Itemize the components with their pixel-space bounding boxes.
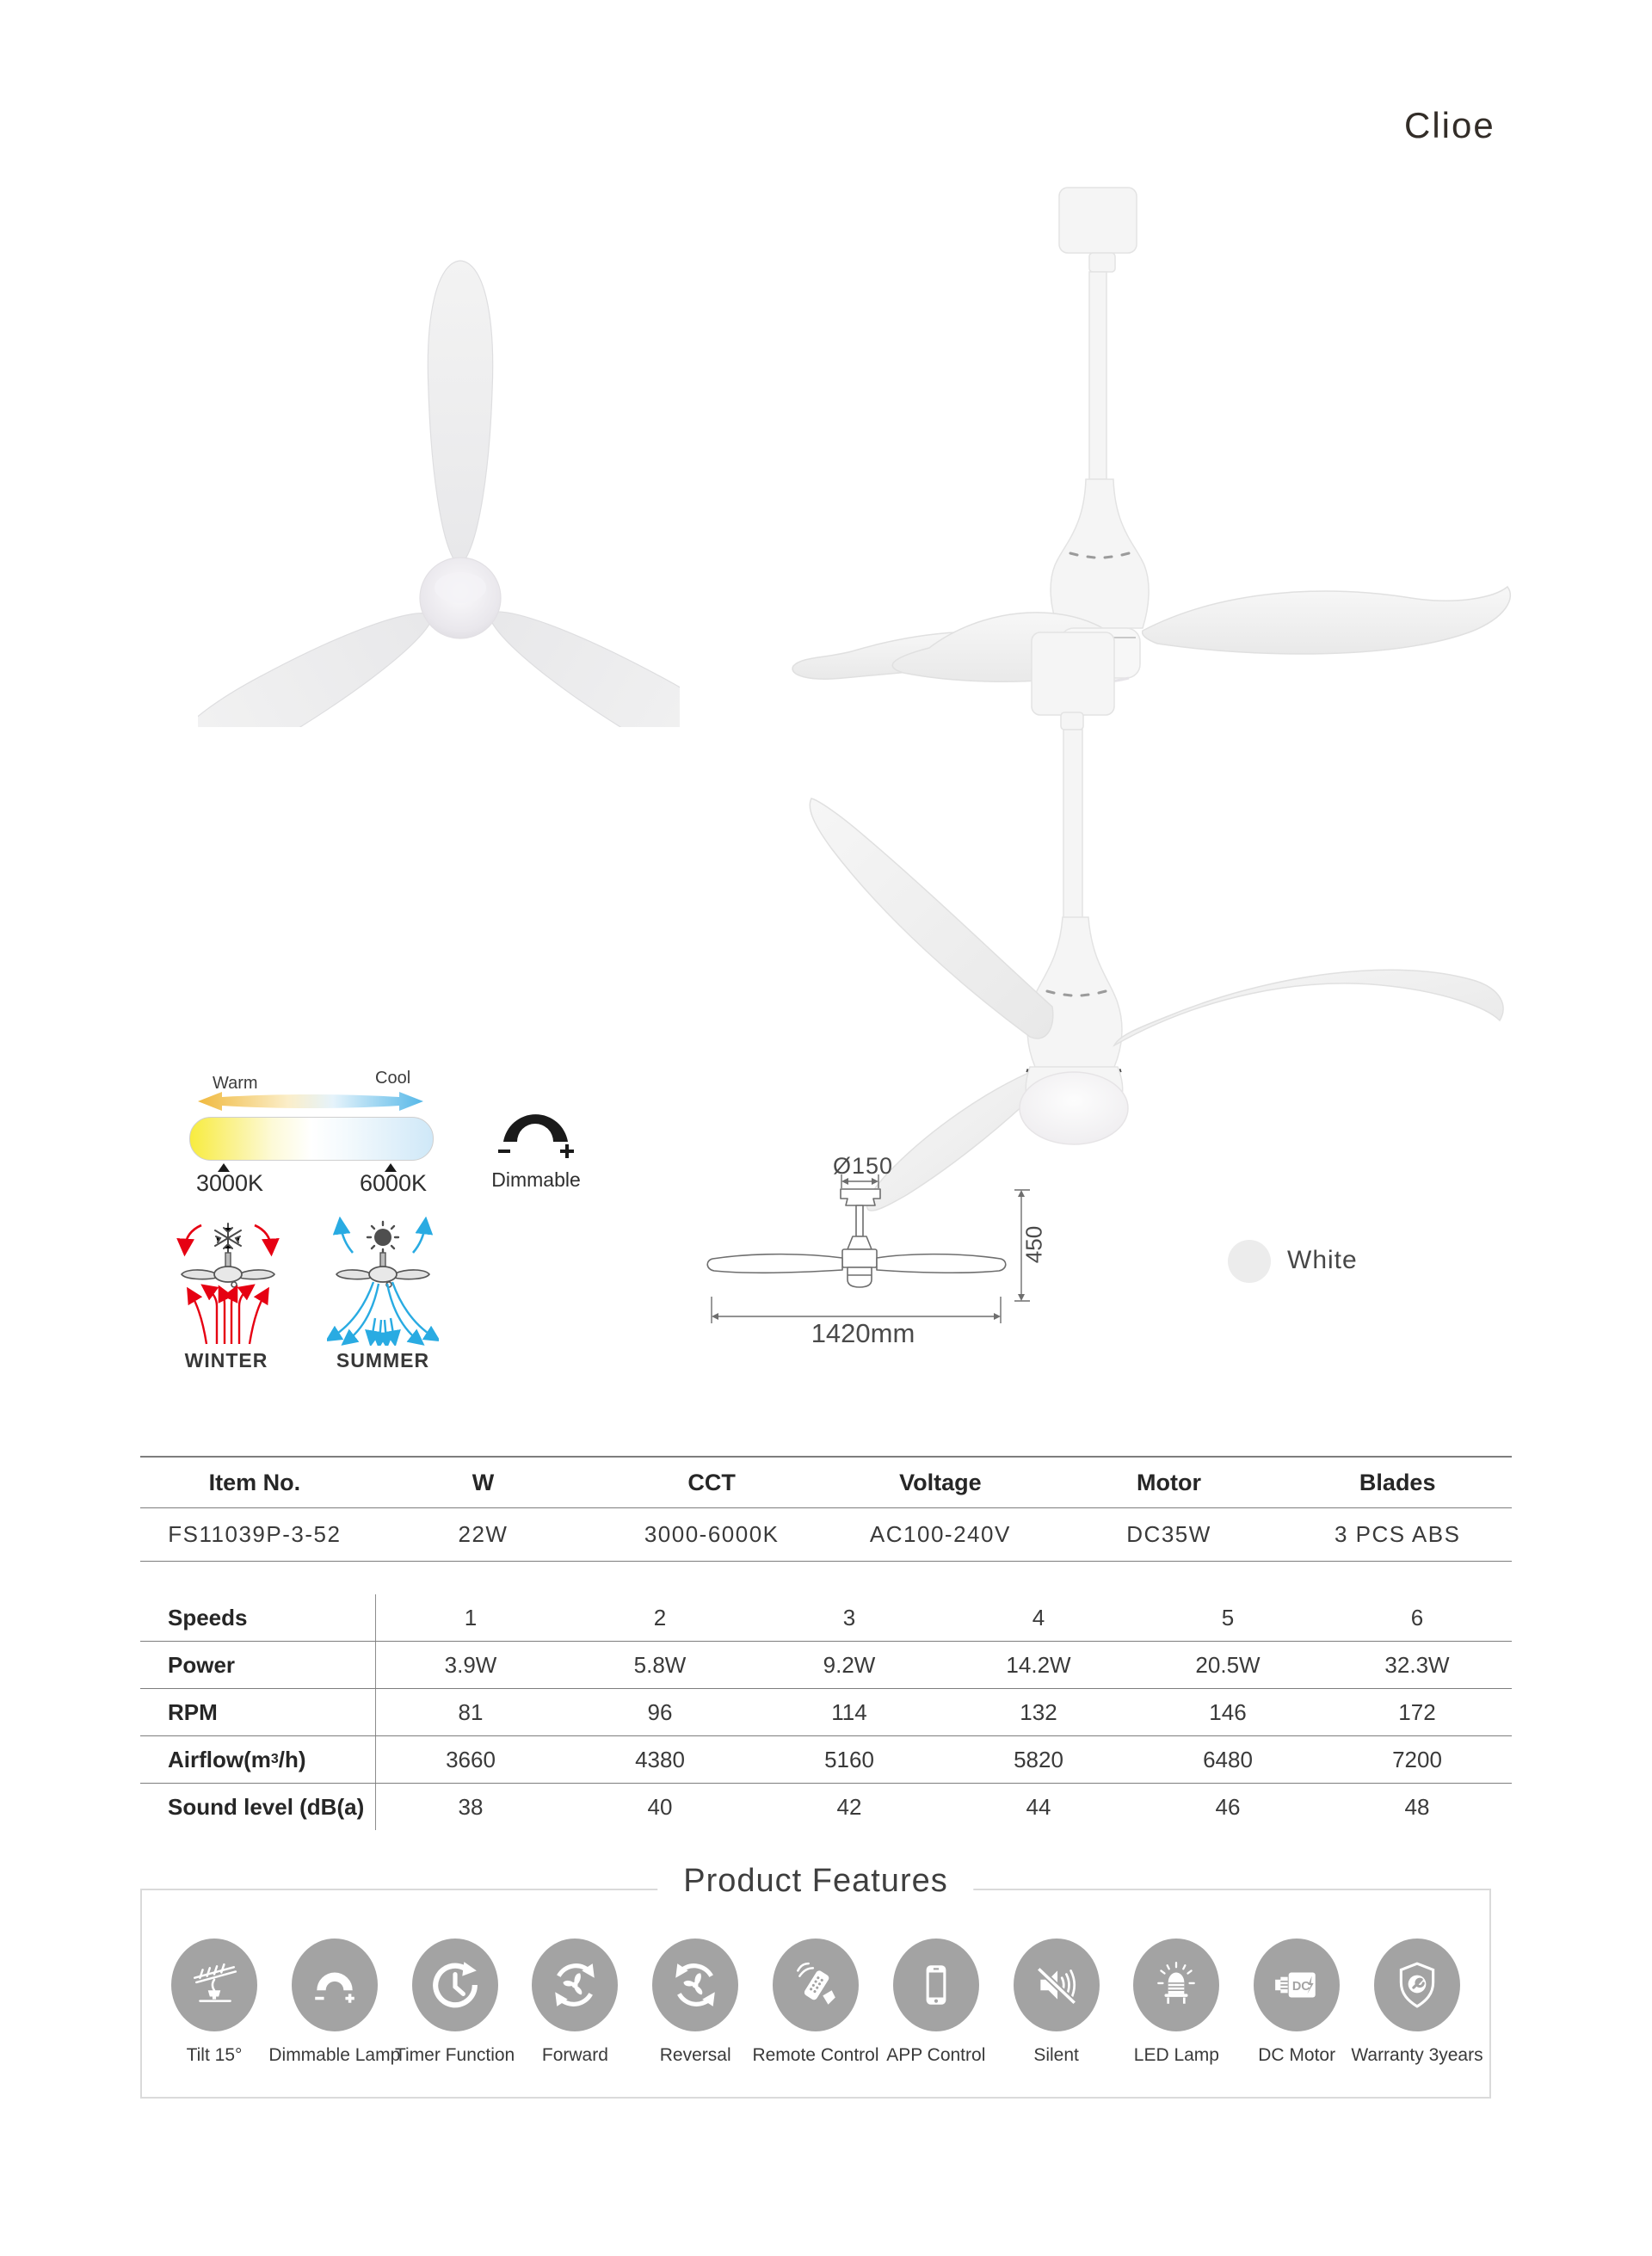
feature-forward (518, 1939, 632, 2066)
speed-row-rpm (140, 1689, 1512, 1736)
row-label: RPM (140, 1689, 376, 1735)
cell: 3 (842, 1604, 856, 1630)
feature-circle (773, 1939, 859, 2031)
summer-mode-icon (327, 1217, 439, 1346)
spec-table (140, 1456, 1512, 1562)
feature-circle (1254, 1939, 1340, 2031)
row-label (140, 1736, 376, 1783)
snowflake-icon (215, 1224, 241, 1253)
remote-control-icon (791, 1960, 841, 2010)
svg-text:DC: DC (1291, 1980, 1310, 1994)
cell: 132 (1020, 1698, 1057, 1725)
cell: 4380 (635, 1746, 685, 1772)
feature-label: Silent (1033, 2045, 1079, 2065)
cell: 114 (831, 1698, 867, 1725)
app-control-icon (911, 1960, 961, 2010)
feature-led-lamp (1119, 1939, 1233, 2066)
feature-label: APP Control (886, 2045, 986, 2065)
feature-label: Dimmable Lamp (268, 2045, 401, 2065)
cell: 14.2W (1006, 1651, 1071, 1678)
color-temp-min: 3000K (195, 1170, 264, 1196)
feature-label: LED Lamp (1133, 2045, 1219, 2065)
warm-label: Warm (213, 1074, 258, 1093)
cell: 6 (1410, 1604, 1424, 1630)
row-label: Power (140, 1642, 376, 1688)
dimension-diameter: Ø150 (832, 1153, 894, 1179)
cell: 146 (1209, 1698, 1247, 1725)
cell: 1 (464, 1604, 478, 1630)
product-features-section (140, 1863, 1491, 2099)
feature-warranty (1351, 1939, 1483, 2066)
feature-silent (1000, 1939, 1113, 2066)
spec-header-row (140, 1458, 1512, 1507)
cell: 44 (1026, 1793, 1051, 1820)
speed-row-speeds (140, 1594, 1512, 1642)
dimmable-icon (495, 1101, 576, 1158)
spec-value-cct: 3000-6000K (644, 1521, 780, 1547)
cell: 81 (458, 1698, 484, 1725)
feature-dimmable-lamp (268, 1939, 401, 2066)
cell: 9.2W (823, 1651, 876, 1678)
feature-label: Timer Function (394, 2045, 515, 2065)
forward-icon (550, 1960, 600, 2010)
feature-circle (1014, 1939, 1100, 2031)
spec-value-motor: DC35W (1126, 1521, 1211, 1547)
feature-circle (292, 1939, 378, 2031)
cell: 32.3W (1384, 1651, 1450, 1678)
features-row (157, 1939, 1483, 2066)
dimension-height: 450 (1020, 1225, 1047, 1264)
speed-row-airflow (140, 1736, 1512, 1784)
cell: 3.9W (444, 1651, 497, 1678)
spec-value-w: 22W (458, 1521, 509, 1547)
reversal-icon (670, 1960, 720, 2010)
table-bottom-border (140, 1561, 1512, 1562)
cell: 172 (1398, 1698, 1436, 1725)
color-temperature-bar (189, 1117, 434, 1161)
spec-header-item-no: Item No. (208, 1469, 301, 1495)
feature-circle (532, 1939, 618, 2031)
airflow-label-pre: Airflow(m (168, 1746, 271, 1772)
feature-reversal (638, 1939, 752, 2066)
row-label: Sound level (dB(a) (140, 1784, 376, 1830)
finish-label: White (1287, 1246, 1358, 1274)
feature-dc-motor (1240, 1939, 1353, 2066)
feature-circle (1374, 1939, 1460, 2031)
cell: 48 (1404, 1793, 1430, 1820)
mini-fan-icon (336, 1253, 429, 1287)
spec-value-voltage: AC100-240V (869, 1521, 1011, 1547)
cool-label: Cool (375, 1069, 411, 1088)
feature-tilt (157, 1939, 271, 2066)
feature-remote-control (752, 1939, 879, 2066)
cell: 5 (1221, 1604, 1235, 1630)
summer-label: SUMMER (336, 1349, 430, 1371)
mini-fan-icon (182, 1253, 274, 1287)
dimmable-lamp-icon (310, 1960, 360, 2010)
feature-label: Reversal (659, 2045, 731, 2065)
cell: 2 (653, 1604, 667, 1630)
speed-table (140, 1594, 1512, 1830)
spec-header-blades: Blades (1359, 1469, 1436, 1495)
winter-mode-icon (172, 1217, 284, 1346)
spec-value-blades: 3 PCS ABS (1334, 1521, 1461, 1547)
spec-value-item-no: FS11039P-3-52 (168, 1521, 342, 1547)
feature-circle (171, 1939, 257, 2031)
cell: 40 (647, 1793, 673, 1820)
speed-row-power (140, 1642, 1512, 1689)
cell: 5.8W (633, 1651, 687, 1678)
page-title: Clioe (1404, 105, 1495, 145)
spec-header-voltage: Voltage (899, 1469, 982, 1495)
cell: 46 (1215, 1793, 1241, 1820)
spec-header-w: W (472, 1469, 495, 1495)
feature-label: DC Motor (1258, 2045, 1336, 2065)
tilt-icon (189, 1960, 239, 2010)
cell: 7200 (1392, 1746, 1442, 1772)
winter-label: WINTER (184, 1349, 268, 1371)
row-label: Speeds (140, 1594, 376, 1641)
feature-circle (412, 1939, 498, 2031)
airflow-label-post: /h) (278, 1746, 306, 1772)
dimmable-label: Dimmable (491, 1168, 581, 1191)
feature-timer (394, 1939, 515, 2066)
cell: 6480 (1203, 1746, 1253, 1772)
cell: 96 (647, 1698, 673, 1725)
cell: 5160 (824, 1746, 874, 1772)
spec-header-cct: CCT (687, 1469, 736, 1495)
feature-label: Warranty 3years (1351, 2045, 1483, 2065)
feature-circle (652, 1939, 738, 2031)
feature-label: Tilt 15° (186, 2045, 243, 2065)
timer-icon (430, 1960, 480, 2010)
spec-header-motor: Motor (1137, 1469, 1202, 1495)
airflow-label-sup: 3 (270, 1752, 279, 1766)
warm-cool-arrow-icon (196, 1089, 425, 1113)
cell: 38 (458, 1793, 484, 1820)
spec-value-row (140, 1508, 1512, 1561)
warranty-icon (1392, 1960, 1442, 2010)
fan-angled-view-image (804, 602, 1544, 1217)
led-lamp-icon (1151, 1960, 1201, 2010)
feature-circle (1133, 1939, 1219, 2031)
features-title: Product Features (657, 1863, 973, 1900)
cell: 20.5W (1195, 1651, 1261, 1678)
dimension-width: 1420mm (811, 1318, 915, 1348)
speed-row-sound (140, 1784, 1512, 1830)
feature-circle (893, 1939, 979, 2031)
feature-label: Remote Control (752, 2045, 879, 2065)
cell: 42 (836, 1793, 862, 1820)
sun-icon (367, 1222, 398, 1253)
cell: 5820 (1014, 1746, 1063, 1772)
cell: 4 (1032, 1604, 1045, 1630)
white-finish-swatch (1228, 1240, 1271, 1283)
fan-bottom-view-image (198, 254, 680, 727)
dc-motor-icon (1272, 1960, 1322, 2010)
silent-icon (1032, 1960, 1082, 2010)
feature-app-control (879, 1939, 993, 2066)
color-temp-max: 6000K (359, 1170, 428, 1196)
cell: 3660 (446, 1746, 496, 1772)
feature-label: Forward (541, 2045, 608, 2065)
